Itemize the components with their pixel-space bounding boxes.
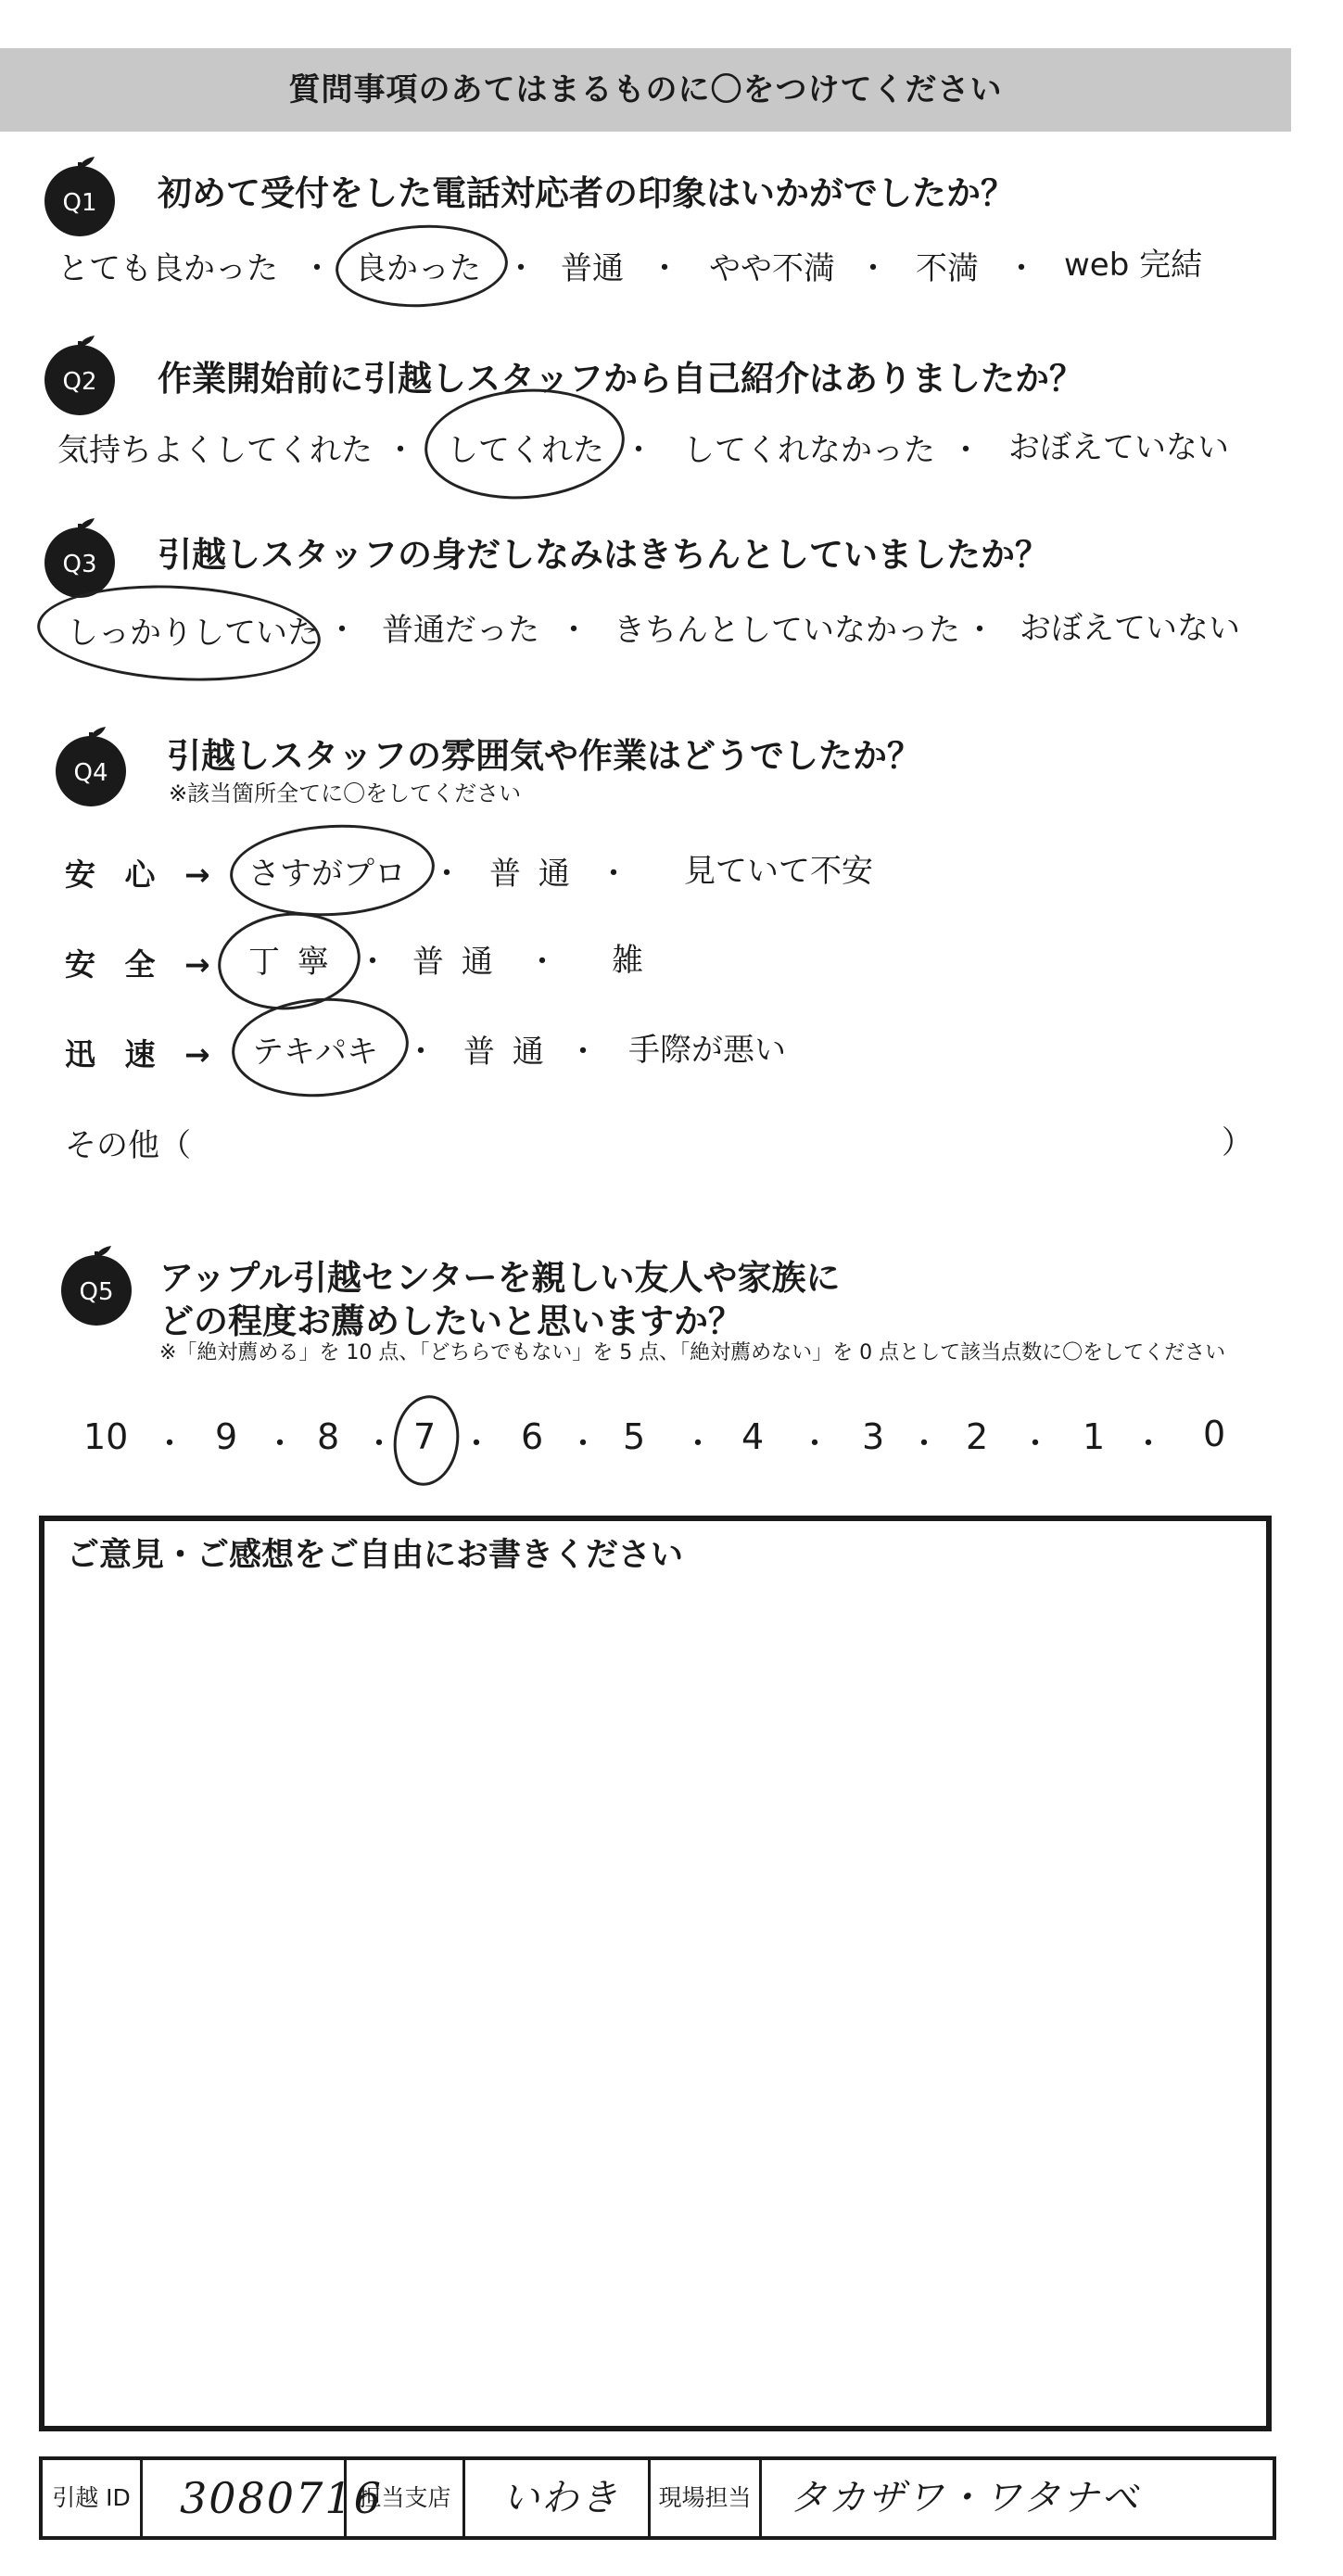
separator-dot: ・	[357, 944, 388, 981]
apple-badge-icon	[37, 153, 122, 238]
score-option[interactable]: 0	[1203, 1414, 1226, 1454]
q2-option[interactable]: してくれなかった	[683, 432, 935, 469]
score-option[interactable]: 6	[521, 1416, 544, 1457]
selection-circle	[334, 221, 510, 311]
separator-dot: ・	[649, 250, 680, 287]
svg-text:Q3: Q3	[62, 551, 97, 578]
branch-value[interactable]: いわき	[465, 2460, 651, 2536]
score-option[interactable]: 4	[741, 1416, 765, 1457]
selection-circle	[229, 992, 412, 1102]
separator-dot: ・	[526, 944, 558, 981]
q4-option[interactable]: 普 通	[489, 856, 574, 893]
separator-dot: ・	[363, 1426, 395, 1463]
separator-dot: ・	[964, 612, 995, 649]
apple-badge-icon	[37, 332, 122, 417]
svg-text:Q1: Q1	[62, 189, 97, 217]
q3-option[interactable]: きちんとしていなかった	[614, 612, 960, 649]
separator-dot: ・	[461, 1426, 492, 1463]
q4-other-close: ）	[1222, 1124, 1253, 1161]
score-option[interactable]: 3	[862, 1416, 885, 1457]
footer-table	[39, 2456, 1276, 2540]
staff-label: 現場担当	[651, 2460, 762, 2536]
separator-dot: ・	[567, 1034, 599, 1071]
q5-badge	[54, 1242, 139, 1331]
separator-dot: ・	[1006, 250, 1037, 287]
q1-option[interactable]: とても良かった	[57, 250, 278, 287]
selection-circle	[35, 578, 323, 688]
q4-note: ※該当箇所全てに〇をしてください	[169, 780, 522, 806]
staff-value[interactable]: タカザワ・ワタナベ	[790, 2477, 1140, 2519]
q1-option[interactable]: 普通	[561, 250, 624, 287]
q1-badge	[37, 153, 122, 242]
q3-option[interactable]: 普通だった	[382, 612, 539, 649]
separator-dot: ・	[264, 1426, 296, 1463]
selection-circle	[388, 1391, 465, 1491]
score-option[interactable]: 2	[966, 1416, 989, 1457]
separator-dot: ・	[301, 250, 333, 287]
q4-option[interactable]: 普 通	[412, 944, 497, 981]
separator-dot: ・	[567, 1426, 599, 1463]
score-option[interactable]: 9	[215, 1416, 238, 1457]
score-option[interactable]: 10	[83, 1416, 129, 1457]
q4-row-label: 安 心 →	[65, 857, 220, 893]
separator-dot: ・	[1020, 1426, 1051, 1463]
svg-text:Q5: Q5	[79, 1278, 114, 1306]
score-option[interactable]: 1	[1083, 1416, 1106, 1457]
q5-note: ※「絶対薦める」を 10 点、「どちらでもない」を 5 点、「絶対薦めない」を 0 点として該当点数に〇をしてください	[159, 1341, 1226, 1364]
svg-text:Q2: Q2	[62, 368, 97, 396]
q1-option[interactable]: 不満	[916, 250, 979, 287]
q3-option[interactable]: おぼえていない	[1020, 610, 1240, 647]
q4-option[interactable]: 雑	[612, 942, 643, 979]
separator-dot: ・	[558, 612, 589, 649]
page-title: 質問事項のあてはまるものに〇をつけてください	[288, 71, 1003, 108]
separator-dot: ・	[598, 856, 629, 893]
score-option[interactable]: 5	[623, 1416, 646, 1457]
q2-question: 作業開始前に引越しスタッフから自己紹介はありましたか？	[158, 359, 1083, 399]
separator-dot: ・	[950, 432, 982, 469]
move-id-value[interactable]: 3080716	[143, 2460, 347, 2536]
q2-option-selected[interactable]: してくれた	[447, 432, 604, 469]
q4-row-label: 迅 速 →	[65, 1036, 220, 1072]
q4-other-label: その他（	[65, 1127, 191, 1164]
separator-dot: ・	[431, 856, 462, 893]
separator-dot: ・	[405, 1034, 437, 1071]
separator-dot: ・	[385, 432, 416, 469]
comments-body[interactable]	[74, 1585, 1242, 2401]
q3-option-selected[interactable]: しっかりしていた	[67, 615, 319, 652]
separator-dot: ・	[505, 250, 537, 287]
comments-title: ご意見・ご感想をご自由にお書きください	[67, 1537, 684, 1574]
q5-question-line1: アップル引越センターを親しい友人や家族に	[159, 1258, 841, 1298]
separator-dot: ・	[154, 1426, 185, 1463]
q4-option-selected[interactable]: さすがプロ	[248, 856, 406, 893]
move-id-label: 引越 ID	[43, 2460, 143, 2536]
selection-circle	[228, 819, 437, 920]
score-option[interactable]: 8	[317, 1416, 340, 1457]
q4-option[interactable]: 見ていて不安	[684, 853, 873, 890]
q4-row-label: 安 全 →	[65, 946, 220, 983]
q2-option[interactable]: 気持ちよくしてくれた	[57, 432, 373, 469]
q1-option[interactable]: web 完結	[1064, 247, 1203, 284]
apple-badge-icon	[37, 514, 122, 600]
selection-circle	[421, 383, 628, 506]
separator-dot: ・	[326, 612, 358, 649]
svg-text:Q4: Q4	[73, 759, 108, 787]
separator-dot: ・	[857, 250, 889, 287]
separator-dot: ・	[1133, 1426, 1164, 1463]
q4-option-selected[interactable]: 丁 寧	[248, 944, 333, 981]
q3-question: 引越しスタッフの身だしなみはきちんとしていましたか？	[158, 535, 1049, 575]
q1-option[interactable]: やや不満	[709, 250, 835, 287]
q2-badge	[37, 332, 122, 421]
separator-dot: ・	[908, 1426, 940, 1463]
q4-option[interactable]: 普 通	[463, 1034, 548, 1071]
q4-question: 引越しスタッフの雰囲気や作業はどうでしたか？	[167, 736, 921, 776]
q4-option[interactable]: 手際が悪い	[628, 1032, 786, 1069]
q2-option[interactable]: おぼえていない	[1008, 429, 1229, 466]
separator-dot: ・	[799, 1426, 830, 1463]
q5-question-line2: どの程度お薦めしたいと思いますか？	[159, 1301, 742, 1341]
apple-badge-icon	[54, 1242, 139, 1327]
q4-option-selected[interactable]: テキパキ	[252, 1034, 378, 1071]
apple-badge-icon	[48, 723, 133, 808]
branch-label: 担当支店	[347, 2460, 465, 2536]
separator-dot: ・	[682, 1426, 714, 1463]
q4-badge	[48, 723, 133, 812]
q1-question: 初めて受付をした電話対応者の印象はいかがでしたか？	[158, 173, 1015, 213]
separator-dot: ・	[623, 432, 654, 469]
score-option-selected[interactable]: 7	[413, 1416, 437, 1457]
q1-option-selected[interactable]: 良かった	[355, 250, 481, 287]
